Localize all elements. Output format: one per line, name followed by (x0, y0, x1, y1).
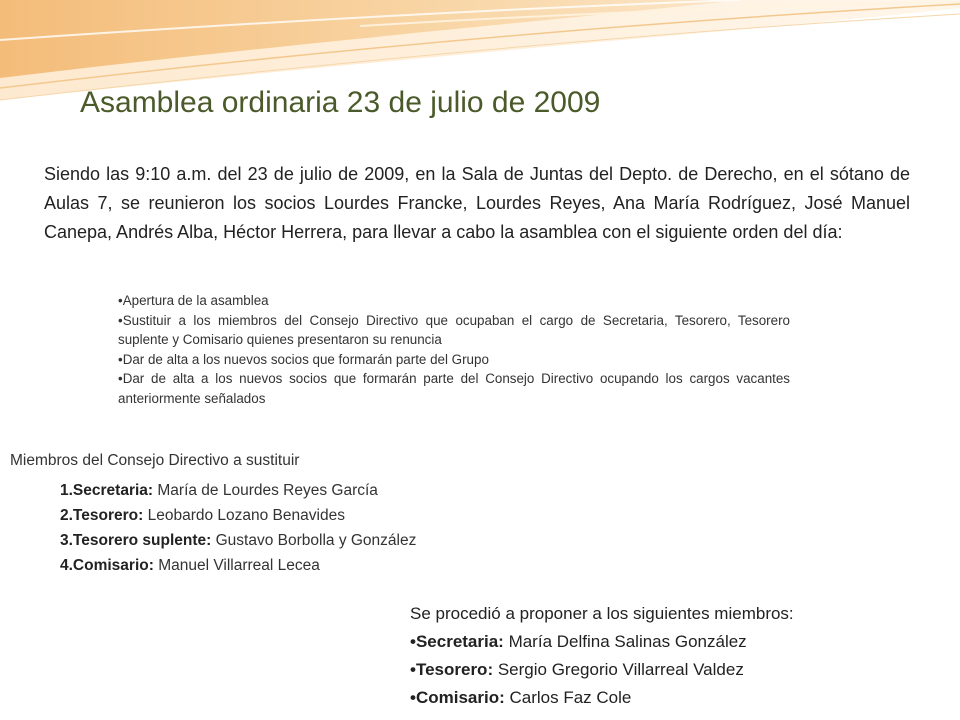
proposal-block (410, 600, 794, 712)
agenda-item: •Dar de alta a los nuevos socios que formarán parte del Grupo (118, 351, 489, 367)
member-item (60, 503, 416, 528)
proposal-item (410, 684, 794, 712)
member-role: 3.Tesorero suplente: (60, 532, 212, 549)
proposal-item (410, 656, 794, 684)
member-role: 4.Comisario: (60, 557, 154, 574)
member-item (60, 553, 416, 578)
member-name: María de Lourdes Reyes García (153, 482, 378, 499)
proposal-name: Carlos Faz Cole (504, 688, 632, 707)
member-role: 2.Tesorero: (60, 507, 144, 524)
proposal-heading: Se procedió a proponer a los siguientes miembros: (410, 604, 794, 623)
member-name: Leobardo Lozano Benavides (143, 507, 345, 524)
members-list (60, 478, 416, 578)
agenda-item: •Sustituir a los miembros del Consejo Directivo que ocupaban el cargo de Secretaria, Tesorero, Tesorero suplente y Comisario quienes presentaron su renuncia (118, 312, 790, 347)
proposal-role: •Comisario: (410, 688, 505, 707)
agenda-item: •Dar de alta a los nuevos socios que formarán parte del Consejo Directivo ocupando los cargos vacantes anteriormente señalados (118, 371, 790, 406)
proposal-name: María Delfina Salinas González (503, 632, 747, 651)
members-heading: Miembros del Consejo Directivo a sustituir (10, 452, 300, 469)
member-name: Manuel Villarreal Lecea (153, 557, 320, 574)
member-item (60, 528, 416, 553)
proposal-name: Sergio Gregorio Villarreal Valdez (493, 660, 744, 679)
intro-paragraph: Siendo las 9:10 a.m. del 23 de julio de 2009, en la Sala de Juntas del Depto. de Derecho, en el sótano de Aulas 7, se reunieron los socios Lourdes Francke, Lourdes Reyes, Ana María Rodríguez, José Manuel Canepa, Andrés Alba, Héctor Herrera, para llevar a cabo la asamblea con el siguiente orden del día: (44, 164, 910, 242)
member-item (60, 478, 416, 503)
proposal-list (410, 628, 794, 712)
member-name: Gustavo Borbolla y González (211, 532, 417, 549)
agenda-list (118, 291, 790, 408)
proposal-role: •Tesorero: (410, 660, 494, 679)
agenda-item: •Apertura de la asamblea (118, 293, 269, 308)
member-role: 1.Secretaria: (60, 482, 154, 499)
proposal-role: •Secretaria: (410, 632, 504, 651)
proposal-item (410, 628, 794, 656)
slide-title: Asamblea ordinaria 23 de julio de 2009 (80, 86, 601, 119)
